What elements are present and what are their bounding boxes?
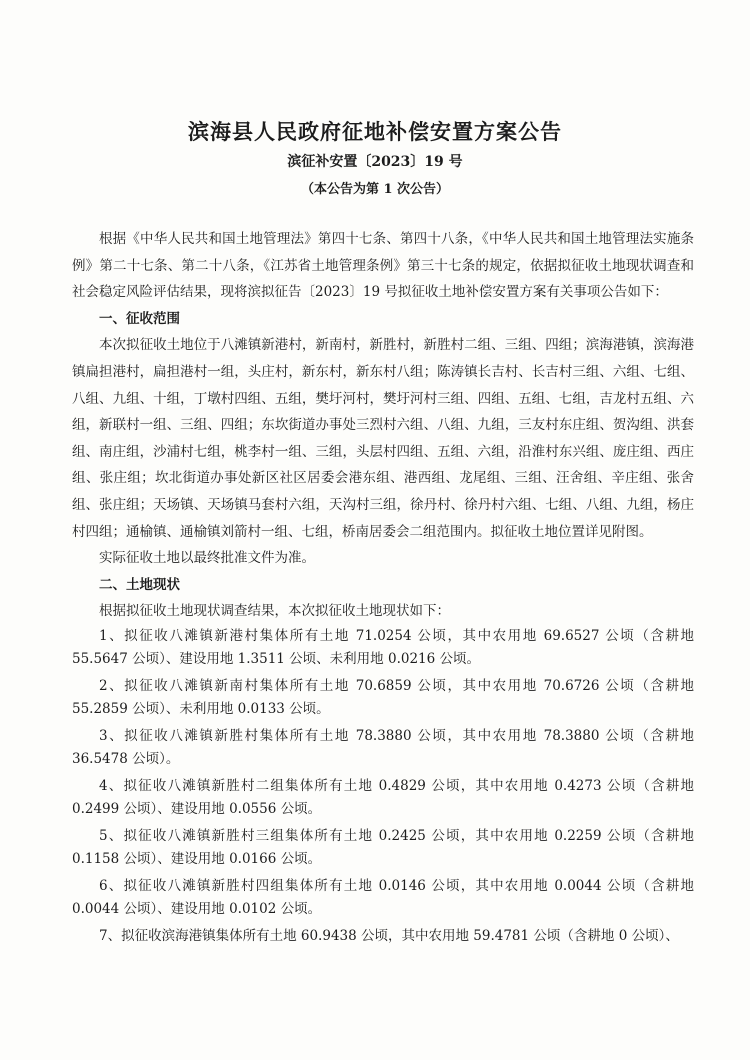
land-item: 5、拟征收八滩镇新胜村三组集体所有土地 0.2425 公顷，其中农用地 0.2259 公顷（含耕地 0.1158 公顷）、建设用地 0.0166 公顷。 xyxy=(72,827,694,867)
document-body xyxy=(72,226,694,952)
land-item: 3、拟征收八滩镇新胜村集体所有土地 78.3880 公顷，其中农用地 78.3880 公顷（含耕地 36.5478 公顷）。 xyxy=(72,727,694,767)
land-item: 7、拟征收滨海港镇集体所有土地 60.9438 公顷，其中农用地 59.4781 公顷（含耕地 0 公顷）、 xyxy=(99,927,679,944)
intro-paragraph: 根据《中华人民共和国土地管理法》第四十七条、第四十八条，《中华人民共和国土地管理法实施条例》第二十七条、第二十八条，《江苏省土地管理条例》第三十七条的规定，依据拟征收土地现状调查和社会稳定风险评估结果，现将滨拟征告〔2023〕19 号拟征收土地补偿安置方案有关事项公告如下： xyxy=(72,231,694,301)
land-item: 6、拟征收八滩镇新胜村四组集体所有土地 0.0146 公顷，其中农用地 0.0044 公顷（含耕地 0.0044 公顷）、建设用地 0.0102 公顷。 xyxy=(72,877,694,917)
notice-sequence: （本公告为第 1 次公告） xyxy=(300,182,450,197)
section-heading-land-status: 二、土地现状 xyxy=(99,576,180,593)
land-item: 2、拟征收八滩镇新南村集体所有土地 70.6859 公顷，其中农用地 70.6726 公顷（含耕地 55.2859 公顷）、未利用地 0.0133 公顷。 xyxy=(72,677,694,717)
land-item: 4、拟征收八滩镇新胜村二组集体所有土地 0.4829 公顷，其中农用地 0.4273 公顷（含耕地 0.2499 公顷）、建设用地 0.0556 公顷。 xyxy=(72,777,694,817)
section-heading-scope: 一、征收范围 xyxy=(99,310,180,327)
document-number: 滨征补安置〔2023〕19 号 xyxy=(287,154,463,170)
document-title: 滨海县人民政府征地补偿安置方案公告 xyxy=(188,119,562,144)
scope-note: 实际征收土地以最终批准文件为准。 xyxy=(99,550,315,567)
scope-paragraph: 本次拟征收土地位于八滩镇新港村，新南村，新胜村，新胜村二组、三组、四组；滨海港镇，滨海港镇扁担港村，扁担港村一组，头庄村，新东村，新东村八组；陈涛镇长吉村、长吉村三组、六组、七组、八组、九组、十组，丁墩村四组、五组，樊圩河村，樊圩河村三组、四组、五组、七组，吉龙村五组、六组，新联村一组、三组、四组；东坎街道办事处三烈村六组、八组、九组，三友村东庄组、贺沟组、洪套组、南庄组，沙浦村七组，桃李村一组、三组，头层村四组、五组、六组，沿淮村东兴组、庞庄组、西庄组、张庄组；坎北街道办事处新区社区居委会港东组、港西组、龙尾组、三组、汪舍组、辛庄组、张舍组、张庄组；天场镇、天场镇马套村六组，天沟村三组，徐丹村、徐丹村六组、七组、八组、九组，杨庄村四组；通榆镇、通榆镇刘箭村一组、七组，桥南居委会二组范围内。拟征收土地位置详见附图。 xyxy=(72,337,694,540)
land-item: 1、拟征收八滩镇新港村集体所有土地 71.0254 公顷，其中农用地 69.6527 公顷（含耕地 55.5647 公顷）、建设用地 1.3511 公顷、未利用地 0.0216 公顷。 xyxy=(72,627,694,667)
land-status-lead: 根据拟征收土地现状调查结果，本次拟征收土地现状如下： xyxy=(99,603,450,620)
